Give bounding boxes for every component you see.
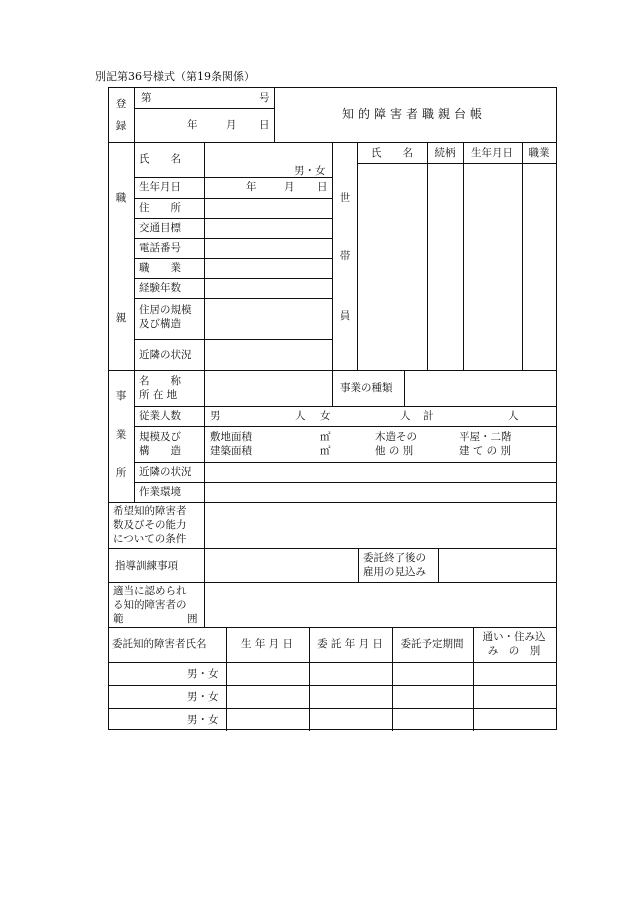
row-line	[134, 406, 556, 407]
col-line	[204, 502, 205, 627]
business-type-label: 事業の種類	[340, 382, 393, 394]
row-line	[134, 462, 556, 463]
staff-female: 女	[320, 410, 331, 422]
row-line	[134, 426, 556, 427]
office-neighbor-label: 近隣の状況	[139, 466, 192, 478]
birth-year: 年	[246, 181, 257, 193]
house-label: 住居の規模	[139, 304, 192, 316]
neighbor-label: 近隣の状況	[139, 349, 192, 361]
entrusted-row-sex: 男・女	[187, 668, 219, 680]
row-line	[109, 708, 556, 709]
approved-range-label: 適当に認められ	[113, 585, 187, 597]
household-col-job: 職業	[528, 147, 550, 159]
registration-label: 登	[115, 98, 127, 110]
job-label: 職 業	[139, 262, 181, 274]
birth-label: 生年月日	[139, 181, 181, 193]
staff-male: 男	[210, 410, 221, 422]
staff-label: 従業人数	[139, 410, 181, 422]
work-environment-label: 作業環境	[139, 486, 181, 498]
scale-label: 構 造	[139, 445, 181, 457]
entrusted-col-date: 委 託 年 月 日	[317, 638, 383, 650]
address-label: 住 所	[139, 202, 181, 214]
col-line	[358, 548, 359, 582]
row-line	[134, 482, 556, 483]
approved-range-label: 囲	[187, 613, 198, 625]
approved-range-label: る知的障害者の	[113, 599, 187, 611]
wood-structure: 木造その	[375, 431, 417, 443]
form-title: 知的障害者職親台帳	[341, 107, 487, 121]
entrusted-col-name: 委託知的障害者氏名	[112, 638, 207, 650]
row-line	[134, 258, 332, 259]
birth-day: 日	[317, 181, 328, 193]
row-line	[134, 238, 332, 239]
household-side-label: 員	[339, 310, 351, 322]
registration-go: 号	[259, 92, 270, 104]
building-area-label: 建築面積	[210, 445, 252, 457]
row-line	[357, 163, 556, 164]
entrusted-row-sex: 男・女	[187, 691, 219, 703]
col-line	[473, 627, 474, 731]
office-side-label: 所	[115, 467, 127, 479]
row-line	[109, 662, 556, 663]
entrusted-row-sex: 男・女	[187, 714, 219, 726]
office-side-label: 業	[115, 429, 127, 441]
row-line	[134, 278, 332, 279]
site-area-label: 敷地面積	[210, 431, 252, 443]
wish-conditions-label: 数及びその能力	[113, 519, 187, 531]
col-line	[204, 370, 205, 502]
commute-label: 交通目標	[139, 222, 181, 234]
household-col-name: 氏 名	[371, 147, 413, 159]
office-name-label: 名 称	[139, 375, 181, 387]
entrusted-col-type: 通い・住み込	[482, 631, 546, 643]
office-location-label: 所 在 地	[139, 389, 178, 401]
col-line	[226, 627, 227, 731]
registration-dai: 第	[141, 92, 152, 104]
experience-label: 経験年数	[139, 282, 181, 294]
phone-label: 電話番号	[139, 242, 181, 254]
row-line	[134, 339, 332, 340]
col-line	[438, 548, 439, 582]
registry-form	[108, 87, 557, 730]
col-line	[274, 88, 275, 142]
floor-type: 平屋・二階	[459, 431, 512, 443]
name-label: 氏 名	[139, 153, 181, 165]
registration-day: 日	[259, 119, 270, 131]
col-line	[392, 627, 393, 731]
entrusted-col-type: み の 別	[487, 645, 541, 657]
household-col-relation: 続柄	[434, 147, 456, 159]
registration-year: 年	[187, 119, 198, 131]
household-side-label: 帯	[339, 250, 351, 262]
scale-label: 規模及び	[139, 431, 181, 443]
house-label: 及び構造	[139, 318, 181, 330]
col-line	[332, 370, 333, 406]
row-line	[109, 548, 556, 549]
after-employment-label: 雇用の見込み	[363, 566, 426, 578]
staff-unit: 人	[508, 410, 519, 422]
staff-total: 計	[423, 410, 434, 422]
after-employment-label: 委託終了後の	[363, 552, 426, 564]
registration-label: 録	[115, 120, 127, 132]
sqm-unit: ㎡	[320, 445, 331, 457]
form-caption: 別記第36号様式（第19条関係）	[95, 70, 255, 83]
wish-conditions-label: についての条件	[113, 533, 187, 545]
col-line	[204, 142, 205, 370]
row-line	[134, 298, 332, 299]
row-line	[134, 177, 332, 178]
household-col-birth: 生年月日	[471, 147, 513, 159]
wood-structure: 他 の 別	[375, 445, 414, 457]
col-line	[427, 142, 428, 370]
row-line	[109, 685, 556, 686]
registration-month: 月	[226, 119, 237, 131]
sex-choice: 男・女	[294, 165, 326, 177]
entrusted-col-period: 委託予定期間	[400, 638, 464, 650]
floor-type: 建 て の 別	[459, 445, 512, 457]
household-side-label: 世	[339, 192, 351, 204]
row-line	[134, 198, 332, 199]
col-line	[357, 142, 358, 370]
training-label: 指導訓練事項	[115, 560, 178, 572]
row-line	[134, 218, 332, 219]
col-line	[134, 142, 135, 502]
col-line	[522, 142, 523, 370]
office-side-label: 事	[115, 390, 127, 402]
wish-conditions-label: 希望知的障害者	[113, 505, 187, 517]
shokuoya-side-label: 親	[115, 312, 127, 324]
col-line	[309, 627, 310, 731]
staff-unit: 人	[400, 410, 411, 422]
staff-unit: 人	[295, 410, 306, 422]
row-line	[109, 582, 556, 583]
birth-month: 月	[284, 181, 295, 193]
row-line	[134, 108, 274, 109]
row-line	[109, 502, 556, 503]
col-line	[404, 370, 405, 406]
entrusted-col-birth: 生 年 月 日	[240, 638, 294, 650]
sqm-unit: ㎡	[320, 431, 331, 443]
row-line	[109, 627, 556, 628]
col-line	[332, 142, 333, 370]
col-line	[463, 142, 464, 370]
shokuoya-side-label: 職	[115, 192, 127, 204]
col-line	[134, 88, 135, 142]
approved-range-label: 範	[113, 613, 124, 625]
